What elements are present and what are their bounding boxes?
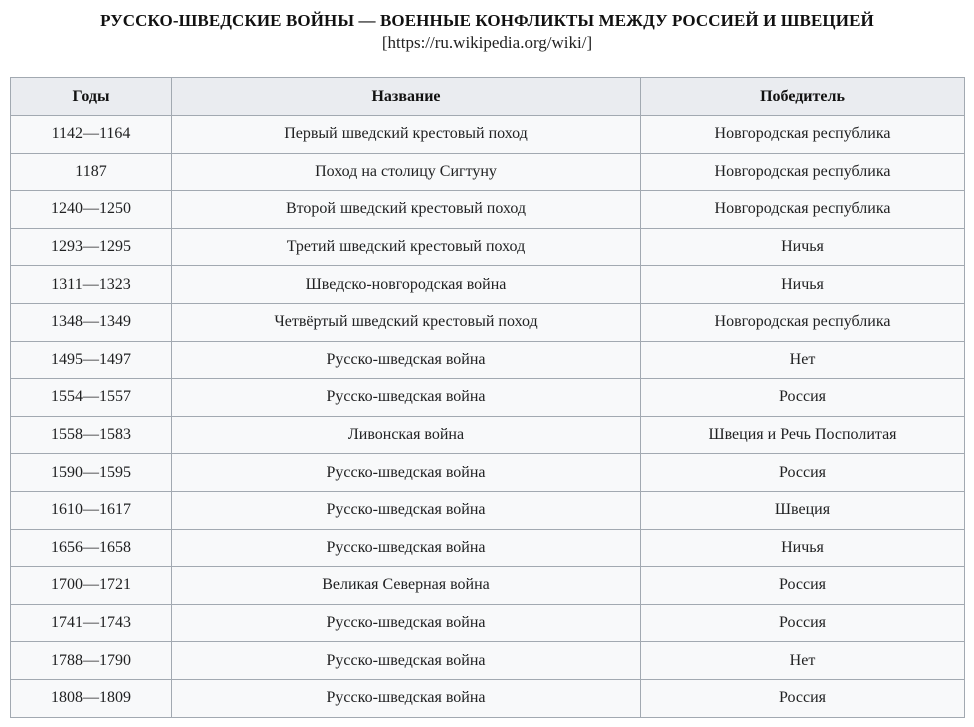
table-row [11, 191, 965, 229]
table-row [11, 642, 965, 680]
cell-years: 1293—1295 [11, 228, 172, 266]
cell-winner: Нет [641, 642, 965, 680]
cell-years: 1656—1658 [11, 529, 172, 567]
wars-table-container [10, 77, 964, 718]
table-body [11, 116, 965, 718]
cell-name: Русско-шведская война [172, 341, 641, 379]
table-row [11, 454, 965, 492]
cell-years: 1558—1583 [11, 416, 172, 454]
table-row [11, 567, 965, 605]
table-row [11, 416, 965, 454]
cell-name: Третий шведский крестовый поход [172, 228, 641, 266]
cell-winner: Новгородская республика [641, 153, 965, 191]
column-header-years[interactable]: Годы [11, 78, 172, 116]
page-title: РУССКО-ШВЕДСКИЕ ВОЙНЫ — ВОЕННЫЕ КОНФЛИКТЫ МЕЖДУ РОССИЕЙ И ШВЕЦИЕЙ [100, 11, 874, 30]
cell-name: Великая Северная война [172, 567, 641, 605]
cell-winner: Россия [641, 679, 965, 717]
cell-name: Русско-шведская война [172, 491, 641, 529]
cell-winner: Россия [641, 454, 965, 492]
cell-years: 1590—1595 [11, 454, 172, 492]
cell-years: 1808—1809 [11, 679, 172, 717]
cell-years: 1788—1790 [11, 642, 172, 680]
wars-table [10, 77, 965, 718]
cell-winner: Ничья [641, 266, 965, 304]
table-header-row [11, 78, 965, 116]
cell-years: 1610—1617 [11, 491, 172, 529]
table-row [11, 266, 965, 304]
cell-name: Первый шведский крестовый поход [172, 116, 641, 154]
table-row [11, 491, 965, 529]
column-header-name[interactable]: Название [172, 78, 641, 116]
column-header-winner[interactable]: Победитель [641, 78, 965, 116]
cell-name: Ливонская война [172, 416, 641, 454]
cell-name: Русско-шведская война [172, 679, 641, 717]
cell-winner: Ничья [641, 529, 965, 567]
cell-winner: Россия [641, 567, 965, 605]
cell-years: 1495—1497 [11, 341, 172, 379]
cell-years: 1187 [11, 153, 172, 191]
table-row [11, 604, 965, 642]
cell-name: Русско-шведская война [172, 642, 641, 680]
cell-years: 1240—1250 [11, 191, 172, 229]
table-row [11, 679, 965, 717]
cell-years: 1700—1721 [11, 567, 172, 605]
source-link[interactable]: [https://ru.wikipedia.org/wiki/] [381, 33, 593, 52]
cell-name: Русско-шведская война [172, 379, 641, 417]
table-row [11, 529, 965, 567]
cell-name: Шведско-новгородская война [172, 266, 641, 304]
table-row [11, 379, 965, 417]
cell-years: 1311—1323 [11, 266, 172, 304]
cell-winner: Новгородская республика [641, 116, 965, 154]
cell-winner: Швеция [641, 491, 965, 529]
cell-winner: Новгородская республика [641, 303, 965, 341]
table-row [11, 116, 965, 154]
cell-winner: Нет [641, 341, 965, 379]
cell-winner: Швеция и Речь Посполитая [641, 416, 965, 454]
cell-years: 1554—1557 [11, 379, 172, 417]
cell-name: Второй шведский крестовый поход [172, 191, 641, 229]
table-row [11, 303, 965, 341]
cell-name: Русско-шведская война [172, 529, 641, 567]
cell-name: Поход на столицу Сигтуну [172, 153, 641, 191]
cell-winner: Ничья [641, 228, 965, 266]
table-row [11, 153, 965, 191]
cell-years: 1348—1349 [11, 303, 172, 341]
cell-winner: Новгородская республика [641, 191, 965, 229]
cell-name: Русско-шведская война [172, 454, 641, 492]
cell-years: 1741—1743 [11, 604, 172, 642]
cell-name: Четвёртый шведский крестовый поход [172, 303, 641, 341]
cell-winner: Россия [641, 604, 965, 642]
table-row [11, 228, 965, 266]
cell-years: 1142—1164 [11, 116, 172, 154]
table-row [11, 341, 965, 379]
cell-name: Русско-шведская война [172, 604, 641, 642]
cell-winner: Россия [641, 379, 965, 417]
